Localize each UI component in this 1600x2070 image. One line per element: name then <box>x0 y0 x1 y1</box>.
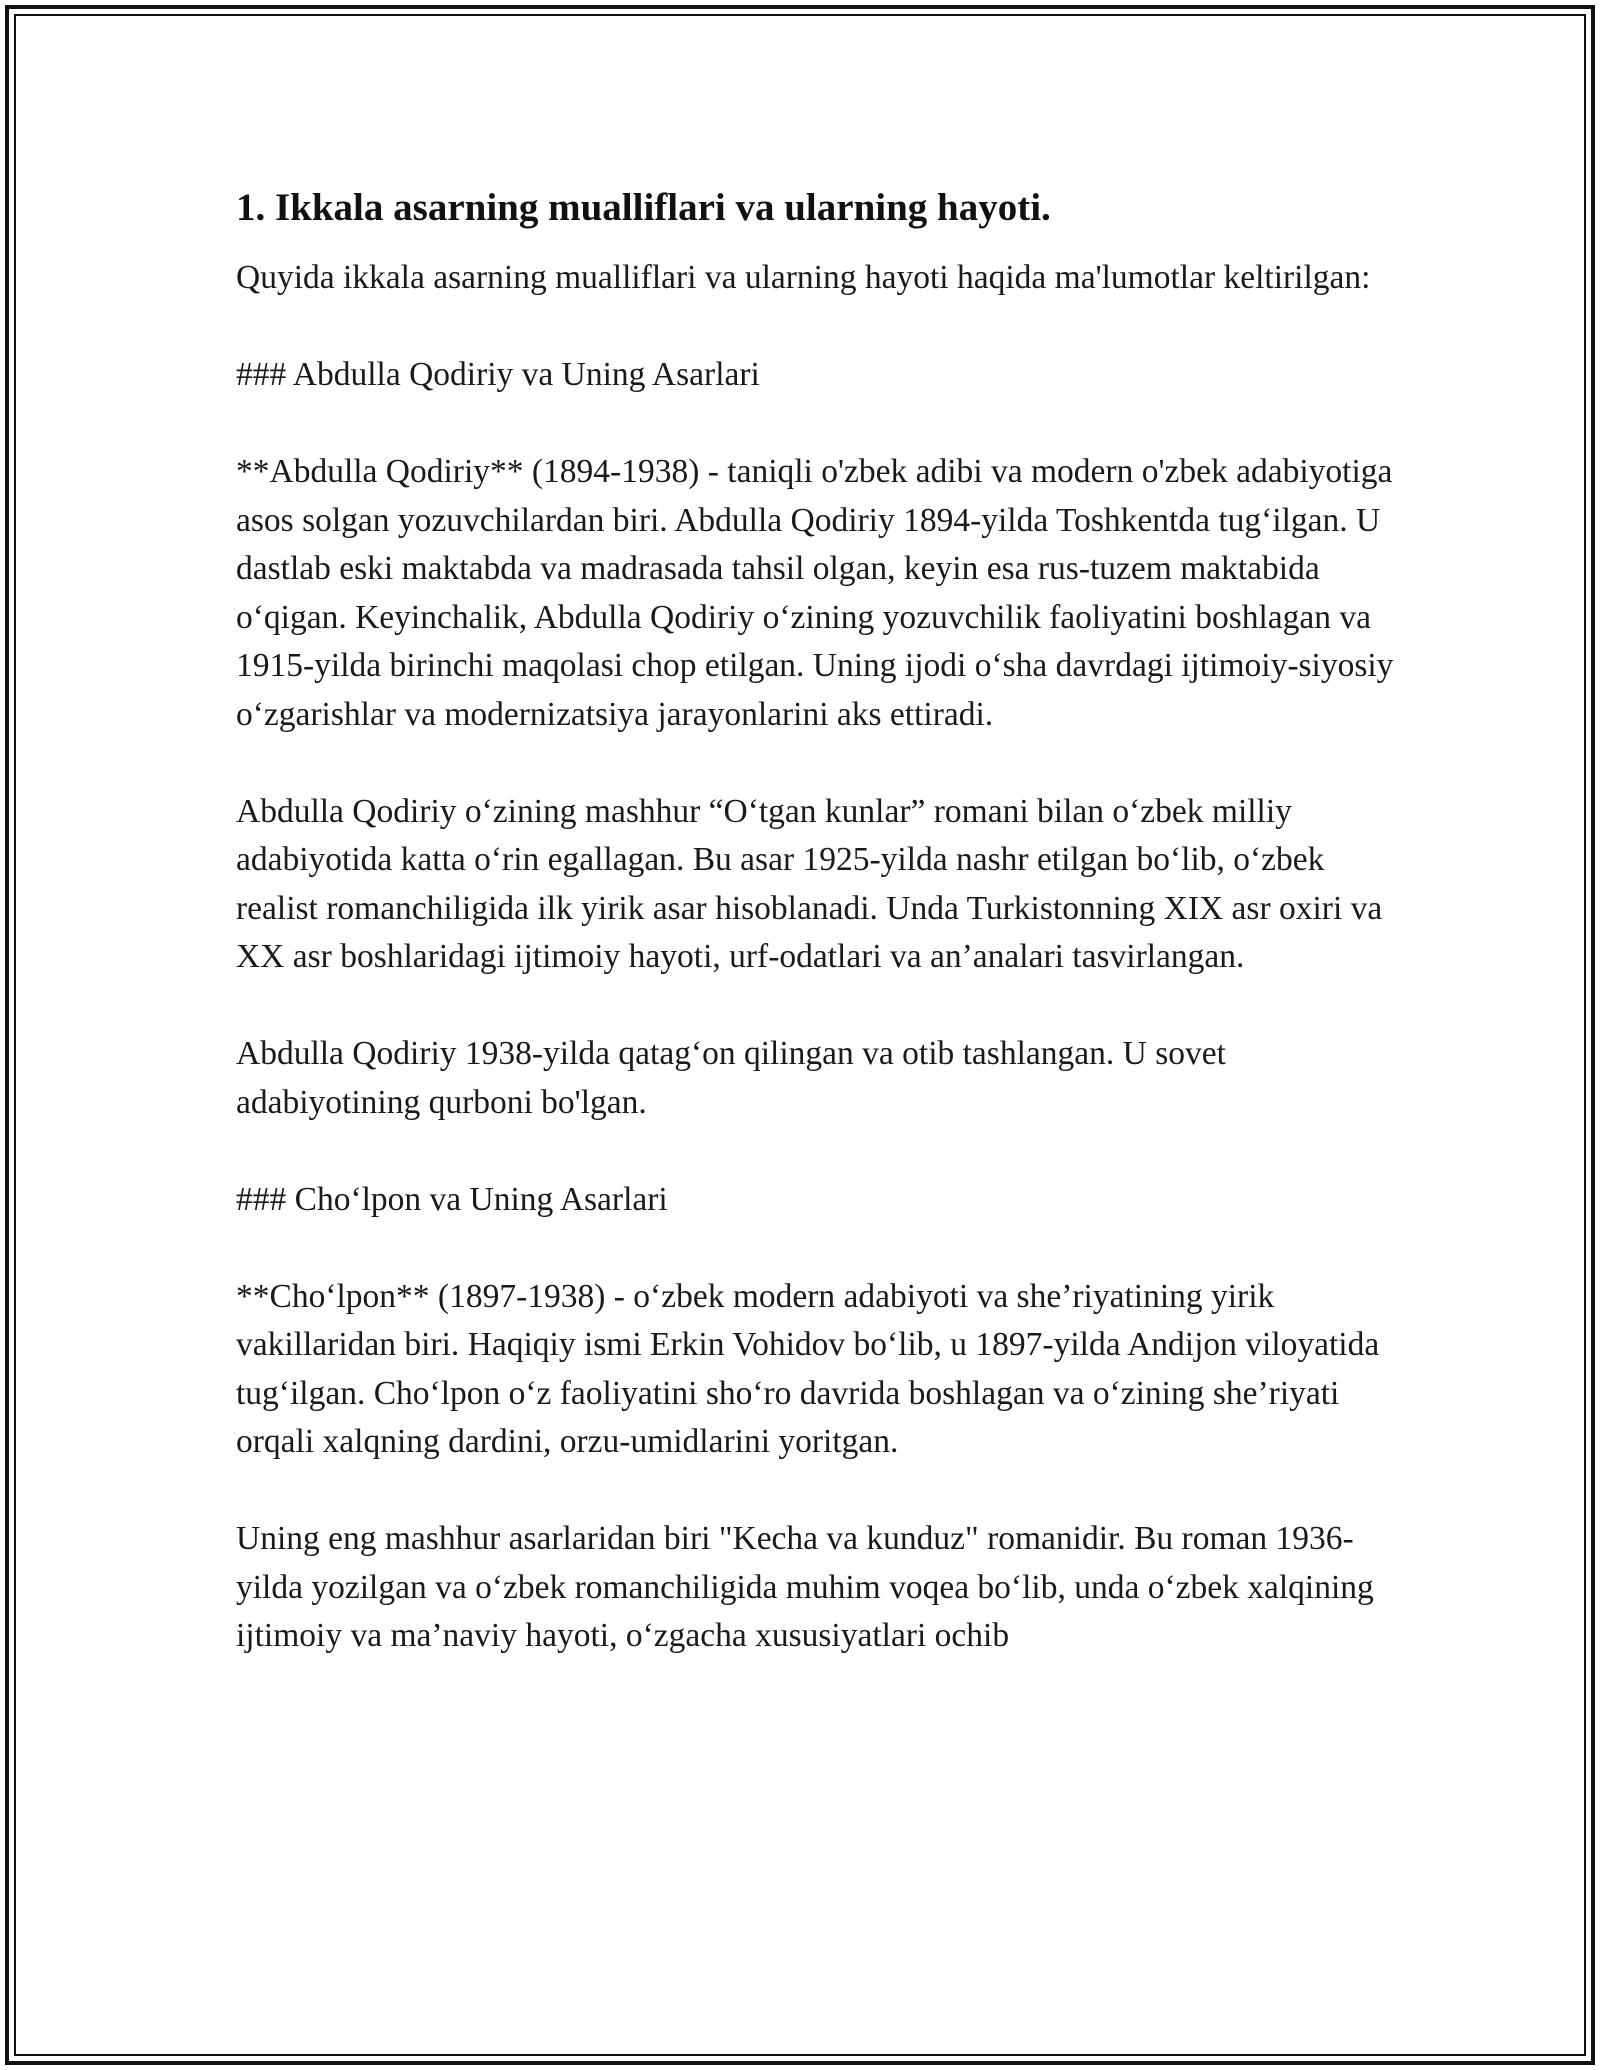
qodiriy-death-paragraph: Abdulla Qodiriy 1938-yilda qatag‘on qilingan va otib tashlangan. U sovet adabiyotining qurboni bo'lgan. <box>236 1035 1226 1121</box>
subheading-cholpon: ### Cho‘lpon va Uning Asarlari <box>236 1180 668 1218</box>
cholpon-novel-paragraph: Uning eng mashhur asarlaridan biri "Kecha va kunduz" romanidir. Bu roman 1936-yilda yozilgan va o‘zbek romanchiligida muhim voqea bo‘lib, unda o‘zbek xalqining ijtimoiy va ma’naviy hayoti, o‘zgacha xususiyatlari ochib <box>236 1520 1374 1654</box>
qodiriy-novel-paragraph: Abdulla Qodiriy o‘zining mashhur “O‘tgan kunlar” romani bilan o‘zbek milliy adabiyotida katta o‘rin egallagan. Bu asar 1925-yilda nashr etilgan bo‘lib, o‘zbek realist romanchiligida ilk yirik asar hisoblanadi. Unda Turkistonning XIX asr oxiri va XX asr boshlaridagi ijtimoiy hayoti, urf-odatlari va an’analari tasvirlangan. <box>236 792 1383 975</box>
section-heading: 1. Ikkala asarning mualliflari va ularning hayoti. <box>236 186 1051 229</box>
document-body <box>236 184 1396 1661</box>
qodiriy-biography-paragraph: **Abdulla Qodiriy** (1894-1938) - taniqli o'zbek adibi va modern o'zbek adabiyotiga asos solgan yozuvchilardan biri. Abdulla Qodiriy 1894-yilda Toshkentda tug‘ilgan. U dastlab eski maktabda va madrasada tahsil olgan, keyin esa rus-tuzem maktabida o‘qigan. Keyinchalik, Abdulla Qodiriy o‘zining yozuvchilik faoliyatini boshlagan va 1915-yilda birinchi maqolasi chop etilgan. Uning ijodi o‘sha davrdagi ijtimoiy-siyosiy o‘zgarishlar va modernizatsiya jarayonlarini aks ettiradi. <box>236 453 1394 733</box>
subheading-qodiriy: ### Abdulla Qodiriy va Uning Asarlari <box>236 356 760 393</box>
intro-paragraph: Quyida ikkala asarning mualliflari va ularning hayoti haqida ma'lumotlar keltirilgan: <box>236 259 1371 296</box>
cholpon-biography-paragraph: **Cho‘lpon** (1897-1938) - o‘zbek modern adabiyoti va she’riyatining yirik vakillaridan biri. Haqiqiy ismi Erkin Vohidov bo‘lib, u 1897-yilda Andijon viloyatida tug‘ilgan. Cho‘lpon o‘z faoliyatini sho‘ro davrida boshlagan va o‘zining she’riyati orqali xalqning dardini, orzu-umidlarini yoritgan. <box>236 1277 1380 1460</box>
